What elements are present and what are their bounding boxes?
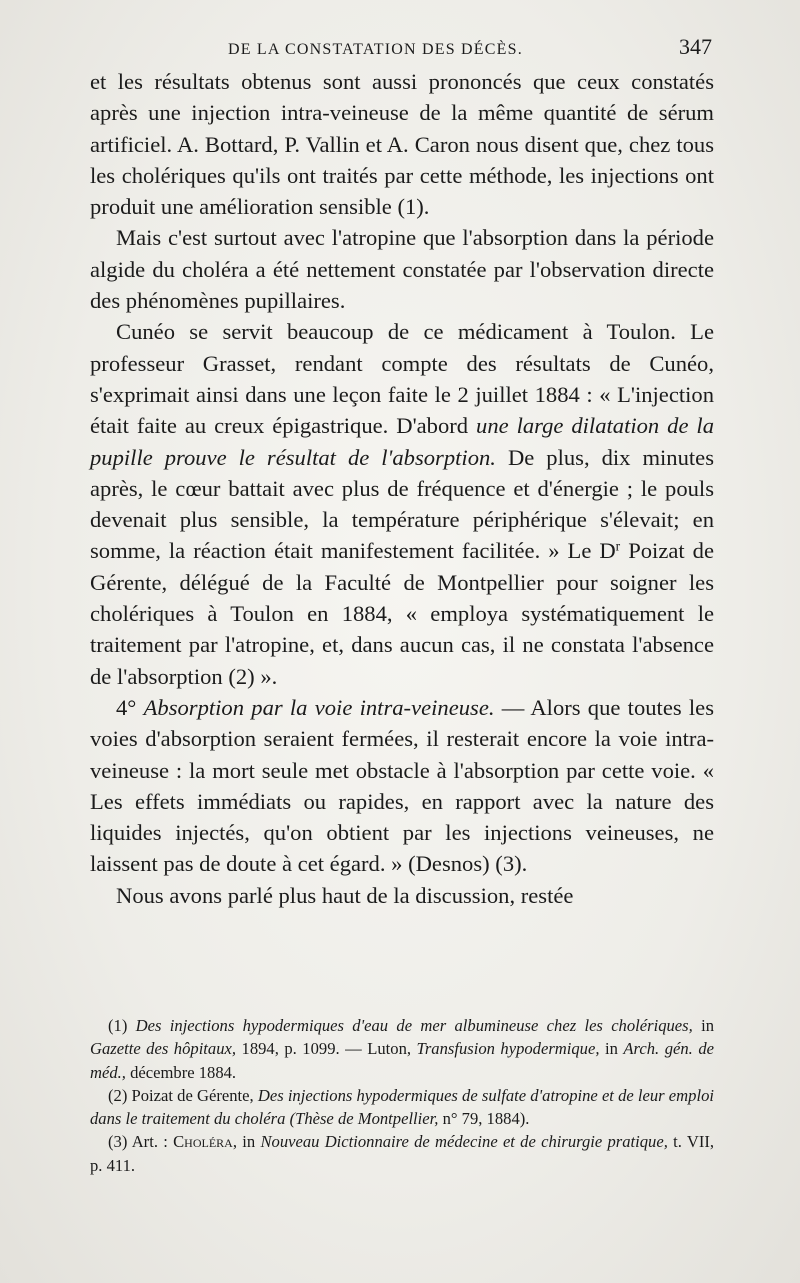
footnote-2-title: Des injections hypodermiques de sulfate d'atropine et de leur emploi dans le traitement du choléra bbox=[90, 1085, 714, 1129]
footnote-1-text: in bbox=[701, 1016, 714, 1035]
footnote-1-text: décembre 1884. bbox=[130, 1062, 237, 1082]
footnote-3-number: (3) bbox=[108, 1132, 128, 1152]
paragraph-5: Nous avons parlé plus haut de la discussion, restée bbox=[116, 882, 574, 908]
footnote-3-text: in bbox=[242, 1132, 256, 1152]
footnote-2-text: Poizat de Gérente, bbox=[131, 1085, 254, 1105]
page-number: 347 bbox=[679, 34, 712, 59]
footnote-3-title: Nouveau Dictionnaire de médecine et de chirurgie pratique, bbox=[260, 1132, 668, 1152]
running-header bbox=[228, 34, 712, 60]
footnote-3-text: Art. : bbox=[131, 1132, 168, 1152]
paragraph-3-text-a: Cunéo se servit beaucoup de ce médicament à Toulon. Le professeur Grasset, rendant compte des résultats de Cunéo, s'exprimait ainsi dans une leçon faite le 2 juillet 1884 : « L'injection était faite au creux épigastrique. D'abord bbox=[90, 319, 714, 439]
footnote-2-number: (2) bbox=[108, 1085, 128, 1105]
section-number: 4° bbox=[116, 694, 137, 720]
paragraph-3-text-b: De plus, dix minutes après, le cœur battait avec plus de fréquence et d'énergie ; le pouls devenait plus sensible, la température périphérique s'élevait; en somme, la réaction était manifestement facilitée. » Le D bbox=[90, 444, 714, 564]
footnote-3-article: Choléra, bbox=[173, 1132, 237, 1152]
doctor-superscript: r bbox=[615, 539, 621, 554]
paragraph-4-text: — Alors que toutes les voies d'absorption seraient fermées, il resterait encore la voie intra-veineuse : la mort seule met obstacle à l'absorption par cette voie. « Les effets immédiats ou rapides, en rapport avec la nature des liquides injectés, qu'on obtient par les injections veineuses, ne laissent pas de doute à cet égard. » (Desnos) (3). bbox=[90, 694, 714, 877]
footnote-1 bbox=[90, 1014, 714, 1084]
footnote-1-title: Des injections hypodermiques d'eau de mer albumineuse chez les cholériques, bbox=[135, 1016, 693, 1035]
footnote-2-thesis: (Thèse de Montpellier, bbox=[289, 1109, 439, 1129]
paragraph-3 bbox=[90, 316, 714, 692]
footnote-1-title: Transfusion hypodermique, bbox=[416, 1039, 600, 1059]
running-title: DE LA CONSTATATION DES DÉCÈS. bbox=[228, 41, 523, 58]
footnote-3-text: t. VII, p. 411. bbox=[90, 1132, 715, 1175]
paragraph-2: Mais c'est surtout avec l'atropine que l'absorption dans la période algide du choléra a été nettement constatée par l'observation directe des phénomènes pupillaires. bbox=[90, 225, 714, 314]
main-text bbox=[90, 66, 714, 911]
paragraph-4 bbox=[90, 692, 714, 880]
footnote-1-number: (1) bbox=[108, 1016, 128, 1035]
footnote-1-text: in bbox=[605, 1039, 618, 1059]
paragraph-3-italic: une large dilatation de la pupille prouve le résultat de l'absorption. bbox=[90, 413, 714, 470]
footnote-2 bbox=[90, 1084, 714, 1131]
paragraph-3-text-c: Poizat de Gérente, délégué de la Faculté de Montpellier pour soigner les cholériques à Toulon en 1884, « employa systématiquement le traitement par l'atropine, et, dans aucun cas, il ne constata l'absence de l'absorption (2) ». bbox=[90, 538, 714, 689]
paragraph-1: et les résultats obtenus sont aussi prononcés que ceux constatés après une injection intra-veineuse de la même quantité de sérum artificiel. A. Bottard, P. Vallin et A. Caron nous disent que, chez tous les cholériques qu'ils ont traités par cette méthode, les injections ont produit une amélioration sensible (1). bbox=[90, 69, 714, 220]
footnote-1-text: 1894, p. 1099. — Luton, bbox=[241, 1039, 412, 1059]
section-heading: Absorption par la voie intra-veineuse. bbox=[143, 694, 495, 720]
footnote-2-text: n° 79, 1884). bbox=[442, 1109, 530, 1129]
footnote-1-journal: Arch. gén. de méd., bbox=[90, 1039, 714, 1082]
footnote-3 bbox=[90, 1130, 714, 1177]
footnotes bbox=[90, 1014, 714, 1177]
footnote-1-journal: Gazette des hôpitaux, bbox=[90, 1039, 237, 1059]
